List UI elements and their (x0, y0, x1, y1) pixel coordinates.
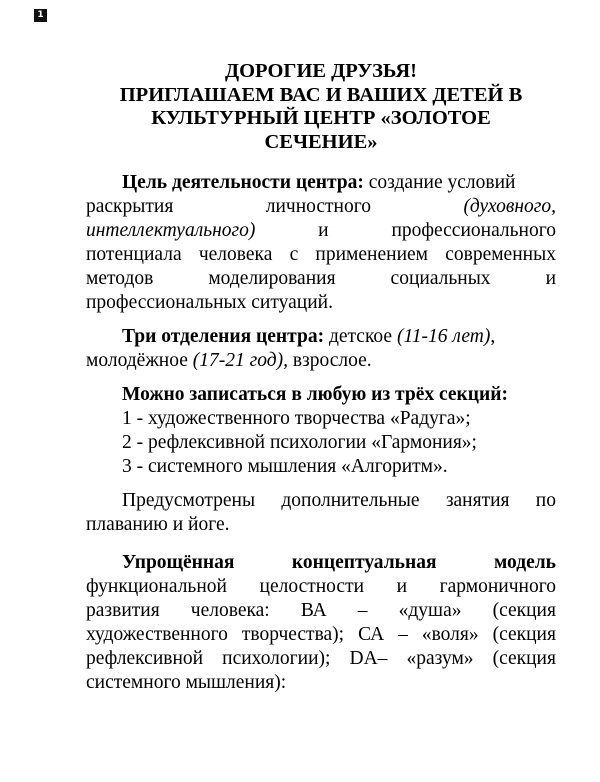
sections-label: Можно записаться в любую из трёх секций: (122, 384, 508, 405)
list-item: 1 - художественного творчества «Радуга»; (122, 408, 471, 429)
departments-label: Три отделения центра: (122, 326, 325, 347)
sections-list (86, 383, 556, 479)
heading-line: ПРИГЛАШАЕМ ВАС И ВАШИХ ДЕТЕЙ В (119, 83, 523, 106)
heading-line: КУЛЬТУРНЫЙ ЦЕНТР «ЗОЛОТОЕ (151, 107, 491, 129)
departments-paragraph: Три отделения центра: детское (11-16 лет), молодёжное (17-21 год), взрослое. (86, 326, 496, 371)
goal-paragraph: Цель деятельности центра: создание условий раскрытия личностного (духовного, интеллектуального) и профессионального потенциала человека с применением современных методов моделирования социальных и профессиональных ситуаций. (86, 172, 556, 313)
model-paragraph: Упрощённая концептуальная модель функциональной целостности и гармоничного развития человека: ВА – «душа» (секция художественного творчества); СА – «воля» (секция рефлексивной психологии); DA– «разум» (секция системного мышления): (86, 552, 556, 693)
document-body (86, 60, 556, 705)
goal-label: Цель деятельности центра: (122, 172, 364, 193)
page-marker-icon: 1 (34, 9, 47, 22)
list-item: 3 - системного мышления «Алгоритм». (122, 456, 448, 477)
page-title (86, 60, 556, 154)
heading-line: ДОРОГИЕ ДРУЗЬЯ! (225, 60, 417, 82)
extra-paragraph: Предусмотрены дополнительные занятия по плаванию и йоге. (86, 490, 556, 535)
heading-line: СЕЧЕНИЕ» (264, 130, 378, 153)
list-item: 2 - рефлексивной психологии «Гармония»; (122, 432, 477, 453)
